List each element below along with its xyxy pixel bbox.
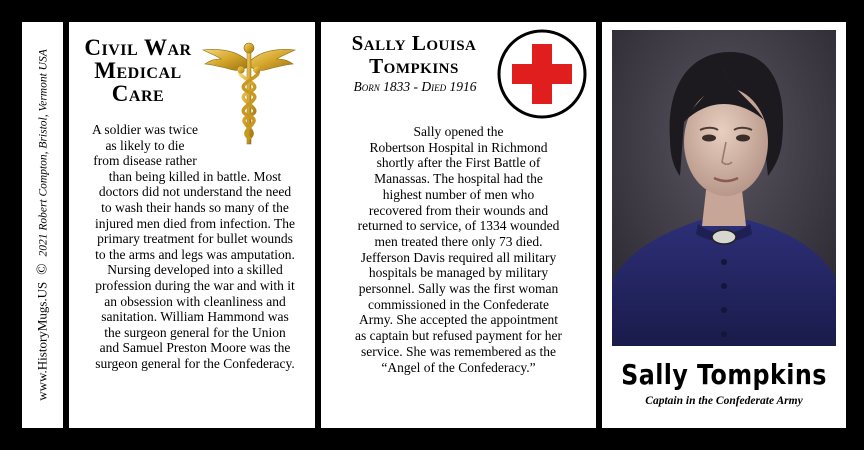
body-line: “Angel of the Confederacy.” bbox=[381, 359, 536, 375]
body-line: Sally opened the bbox=[413, 124, 504, 139]
body-line: Robertson Hospital in Richmond bbox=[369, 139, 548, 155]
body-line: surgeon general for the Confederacy. bbox=[95, 355, 295, 371]
body-line: to wash their hands so many of the bbox=[101, 199, 289, 215]
body-line: and Samuel Preston Moore was the bbox=[99, 340, 291, 356]
body-line: hospitals be managed by military bbox=[368, 265, 549, 281]
medical-care-panel bbox=[69, 22, 315, 428]
panel-title bbox=[83, 36, 193, 105]
body-line: personnel. Sally was the first woman bbox=[358, 281, 559, 297]
body-line: than being killed in battle. Most bbox=[108, 168, 282, 184]
body-line: profession during the war and with it bbox=[95, 277, 295, 293]
body-line: doctors did not understand the need bbox=[98, 184, 292, 200]
body-line: Nursing developed into a skilled bbox=[107, 262, 283, 278]
red-cross-icon bbox=[496, 28, 588, 120]
biography-panel bbox=[321, 22, 596, 428]
body-line: to the arms and legs was amputation. bbox=[95, 246, 295, 262]
body-line: recovered from their wounds and bbox=[368, 202, 549, 218]
copyright-symbol: © bbox=[34, 263, 50, 275]
title-line: Civil War bbox=[84, 35, 192, 60]
body-line: shortly after the First Battle of bbox=[376, 155, 541, 171]
website-url: www.HistoryMugs.US bbox=[34, 281, 49, 401]
credit-text bbox=[34, 49, 51, 401]
life-dates: Born 1833 - Died 1916 bbox=[353, 79, 477, 94]
person-caption: Captain in the Confederate Army bbox=[645, 395, 803, 407]
body-line: commissioned in the Confederate bbox=[367, 296, 550, 312]
person-title bbox=[333, 32, 495, 78]
body-line: primary treatment for bullet wounds bbox=[97, 231, 293, 247]
body-line: service. She was remembered as the bbox=[361, 343, 556, 359]
portrait-photo bbox=[612, 30, 836, 346]
title-line: Sally Louisa bbox=[351, 31, 477, 55]
body-line: as captain but refused payment for her bbox=[355, 328, 562, 344]
body-line: the surgeon general for the Union bbox=[104, 324, 286, 340]
title-line: Care bbox=[111, 81, 165, 106]
body-line: injured men died from infection. The bbox=[95, 215, 295, 231]
portrait-panel bbox=[602, 22, 846, 428]
body-line: men treated there only 73 died. bbox=[374, 233, 543, 249]
body-line: Jefferson Davis required all military bbox=[360, 249, 557, 265]
credit-strip bbox=[22, 22, 63, 428]
body-line: A soldier was twice bbox=[91, 122, 199, 137]
title-line: Tompkins bbox=[369, 54, 459, 78]
body-line: Army. She accepted the appointment bbox=[359, 312, 558, 328]
body-line: Manassas. The hospital had the bbox=[374, 171, 543, 187]
body-line: as likely to die bbox=[105, 137, 185, 153]
body-line: highest number of men who bbox=[382, 186, 535, 202]
credit-line: 2021 Robert Compton, Bristol, Vermont USA bbox=[37, 49, 49, 257]
person-name: Sally Tompkins bbox=[621, 358, 827, 391]
biography-body bbox=[327, 124, 590, 375]
body-line: from disease rather bbox=[93, 153, 197, 169]
body-line: sanitation. William Hammond was bbox=[101, 309, 289, 325]
panel-body bbox=[81, 122, 309, 372]
body-line: returned to service, of 1334 wounded bbox=[357, 218, 560, 234]
body-line: an obsession with cleanliness and bbox=[104, 293, 286, 309]
title-line: Medical bbox=[94, 58, 182, 83]
